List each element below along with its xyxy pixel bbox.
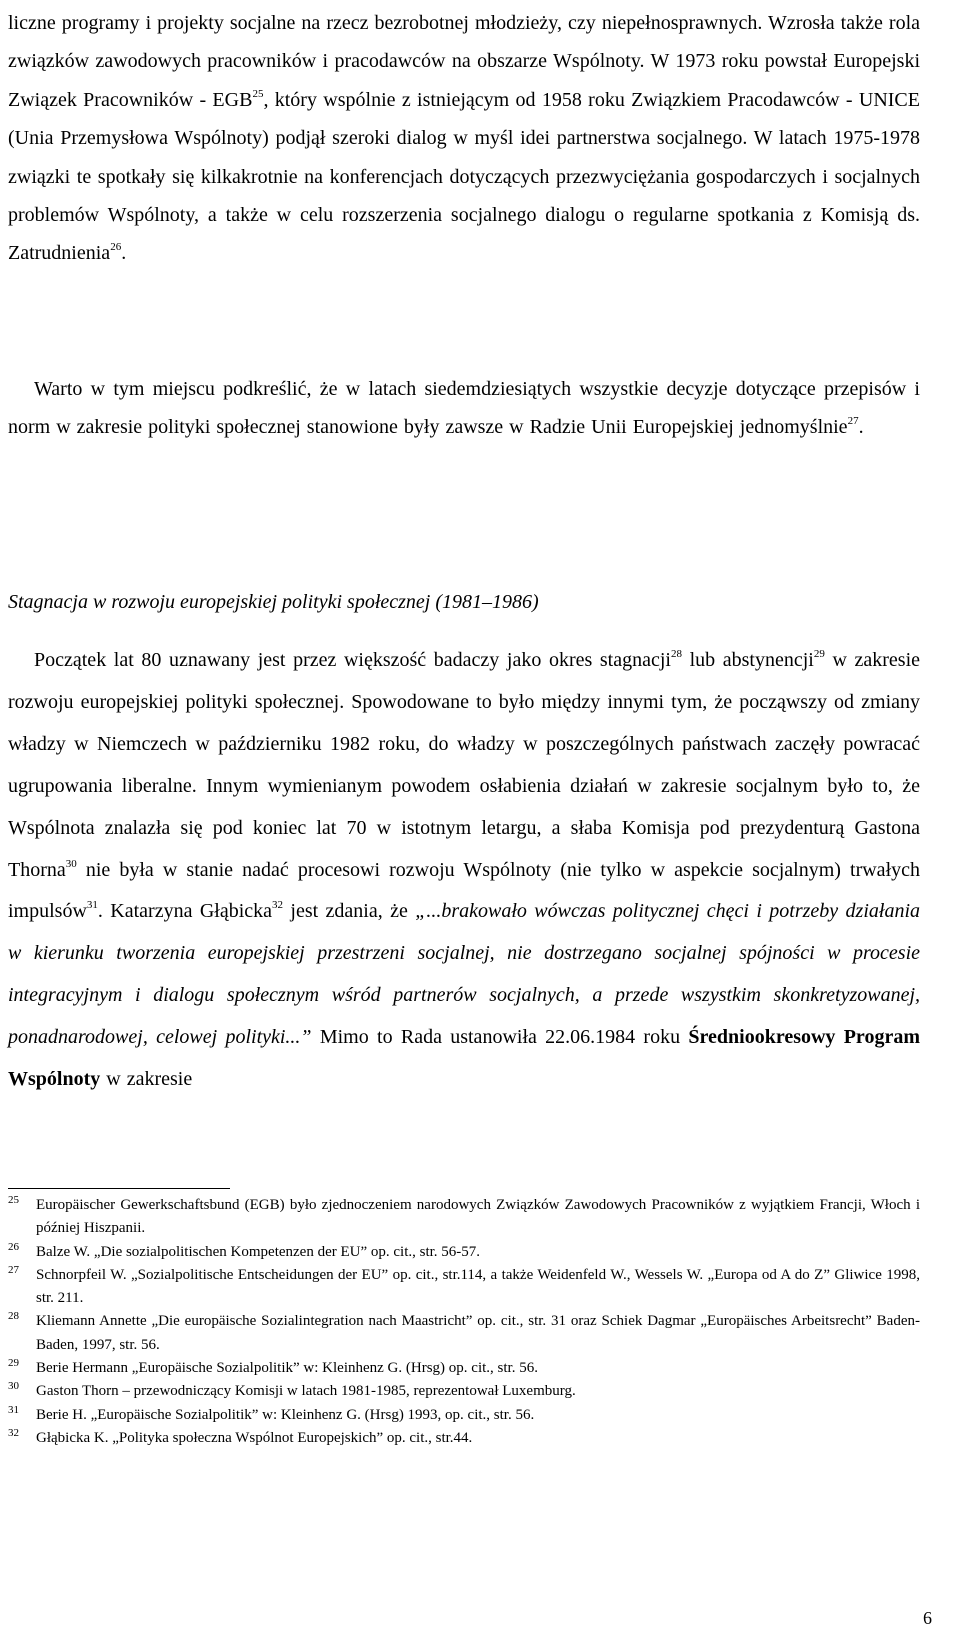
footnote-ref[interactable]: 32 (272, 899, 284, 912)
footnote-text: Głąbicka K. „Polityka społeczna Wspólnot Europejskich” op. cit., str.44. (36, 1429, 473, 1446)
text-run: w zakresie (100, 1068, 193, 1091)
footnote-text: Balze W. „Die sozialpolitischen Kompetenzen der EU” op. cit., str. 56-57. (36, 1243, 481, 1260)
footnote-ref[interactable]: 30 (65, 857, 77, 870)
paragraph-stagnation (8, 640, 920, 1101)
footnote-text: Berie Hermann „Europäische Sozialpolitik” w: Kleinhenz G. (Hrsg) op. cit., str. 56. (36, 1360, 538, 1377)
footnote-number: 28 (8, 1310, 19, 1323)
footnote-ref[interactable]: 29 (813, 648, 825, 660)
footnote-number: 29 (8, 1357, 19, 1370)
section-heading: Stagnacja w rozwoju europejskiej polityki społecznej (1981–1986) (8, 591, 539, 613)
footnote-ref[interactable]: 31 (86, 899, 98, 912)
footnote-number: 32 (8, 1426, 19, 1439)
footnote-ref[interactable]: 28 (670, 648, 682, 660)
program-name: Średniookresowy Program Wspólnoty (8, 1026, 920, 1091)
footnote (8, 1404, 920, 1427)
paragraph-unions (8, 4, 920, 273)
footnotes-list (8, 1194, 920, 1450)
text-run: nie była w stanie nadać procesowi rozwoju Wspólnoty (nie tylko w aspekcie socjalnym) trwałych impulsów (8, 858, 920, 923)
footnote-number: 26 (8, 1240, 19, 1253)
footnote-ref[interactable]: 27 (847, 415, 859, 428)
footnote-number: 25 (8, 1194, 19, 1206)
text-run: , który wspólnie z istniejącym od 1958 roku Związkiem Pracodawców - UNICE (Unia Przemysłowa Wspólnoty) podjął szeroki dialog w myśl idei partnerstwa socjalnego. W latach 1975-1978 związki te spotkały się kilkakrotnie na konferencjach dotyczących przezwyciężania gospodarczych i socjalnych problemów Wspólnoty, a także w celu rozszerzenia socjalnego dialogu o regularne spotkania z Komisją ds. Zatrudnienia (8, 88, 920, 265)
text-run: Początek lat 80 uznawany jest przez większość badaczy jako okres stagnacji (34, 649, 671, 671)
footnote-text: Kliemann Annette „Die europäische Sozialintegration nach Maastricht” op. cit., str. 31 oraz Schiek Dagmar „Europäisches Arbeitsrecht” Baden-Baden, 1997, str. 56. (36, 1313, 920, 1353)
footnote (8, 1310, 920, 1357)
page-number: 6 (923, 1608, 932, 1628)
footnote (8, 1427, 920, 1450)
footnote (8, 1357, 920, 1380)
quotation: „...brakowało wówczas politycznej chęci i potrzeby działania w kierunku tworzenia europejskiej przestrzeni socjalnej, nie dostrzegano socjalnej spójności w procesie integracyjnym i dialogu społecznym wśród partnerów socjalnych, a przede wszystkim skonkretyzowanej, ponadnarodowej, celowej polityki...” (8, 900, 920, 1049)
footnote-separator (8, 1188, 230, 1189)
text-run: . (121, 242, 127, 265)
text-run: w zakresie rozwoju europejskiej polityki społecznej. Spowodowane to było między innymi tym, że począwszy od zmiany władzy w Niemczech w październiku 1982 roku, do władzy w poszczególnych państwach zaczęły powracać ugrupowania liberalne. Innym wymienianym powodem osłabienia działań w zakresie socjalnym było to, że Wspólnota znalazła się pod koniec lat 70 w istotnym letargu, a słaba Komisja pod prezydenturą Gastona Thorna (8, 649, 921, 881)
text-run: lub abstynencji (681, 649, 814, 671)
footnote-text: Europäischer Gewerkschaftsbund (EGB) było zjednoczeniem narodowych Związków Zawodowych Pracowników z wyjątkiem Francji, Włoch i później Hiszpanii. (36, 1197, 920, 1237)
footnote-number: 30 (8, 1380, 19, 1393)
footnote (8, 1241, 920, 1264)
text-run: Warto w tym miejscu podkreślić, że w latach siedemdziesiątych wszystkie decyzje dotyczące przepisów i norm w zakresie polityki społecznej stanowione były zawsze w Radzie Unii Europejskiej jednomyślnie (8, 378, 920, 439)
text-run: jest zdania, że (283, 900, 416, 923)
text-run: . (858, 416, 864, 439)
footnote-ref[interactable]: 25 (252, 87, 264, 100)
footnote (8, 1194, 920, 1241)
footnote-text: Gaston Thorn – przewodniczący Komisji w latach 1981-1985, reprezentował Luxemburg. (36, 1383, 576, 1400)
footnote-text: Schnorpfeil W. „Sozialpolitische Entscheidungen der EU” op. cit., str.114, a także Weidenfeld W., Wessels W. „Europa od A do Z” Gliwice 1998, str. 211. (36, 1266, 920, 1307)
footnote (8, 1380, 920, 1403)
footnote-number: 31 (8, 1403, 19, 1416)
text-run: liczne programy i projekty socjalne na rzecz bezrobotnej młodzieży, czy niepełnosprawnych. Wzrosła także rola związków zawodowych pracowników i pracodawców na obszarze Wspólnoty. W 1973 roku powstał Europejski Związek Pracowników - EGB (8, 12, 920, 111)
text-run: . Katarzyna Głąbicka (97, 900, 273, 923)
footnote-text: Berie H. „Europäische Sozialpolitik” w: Kleinhenz G. (Hrsg) 1993, op. cit., str. 56. (36, 1406, 535, 1423)
footnote (8, 1264, 920, 1311)
footnote-number: 27 (8, 1263, 19, 1276)
paragraph-unanimity (8, 370, 920, 447)
footnote-ref[interactable]: 26 (110, 241, 122, 254)
text-run: Mimo to Rada ustanowiła 22.06.1984 roku (311, 1026, 689, 1049)
